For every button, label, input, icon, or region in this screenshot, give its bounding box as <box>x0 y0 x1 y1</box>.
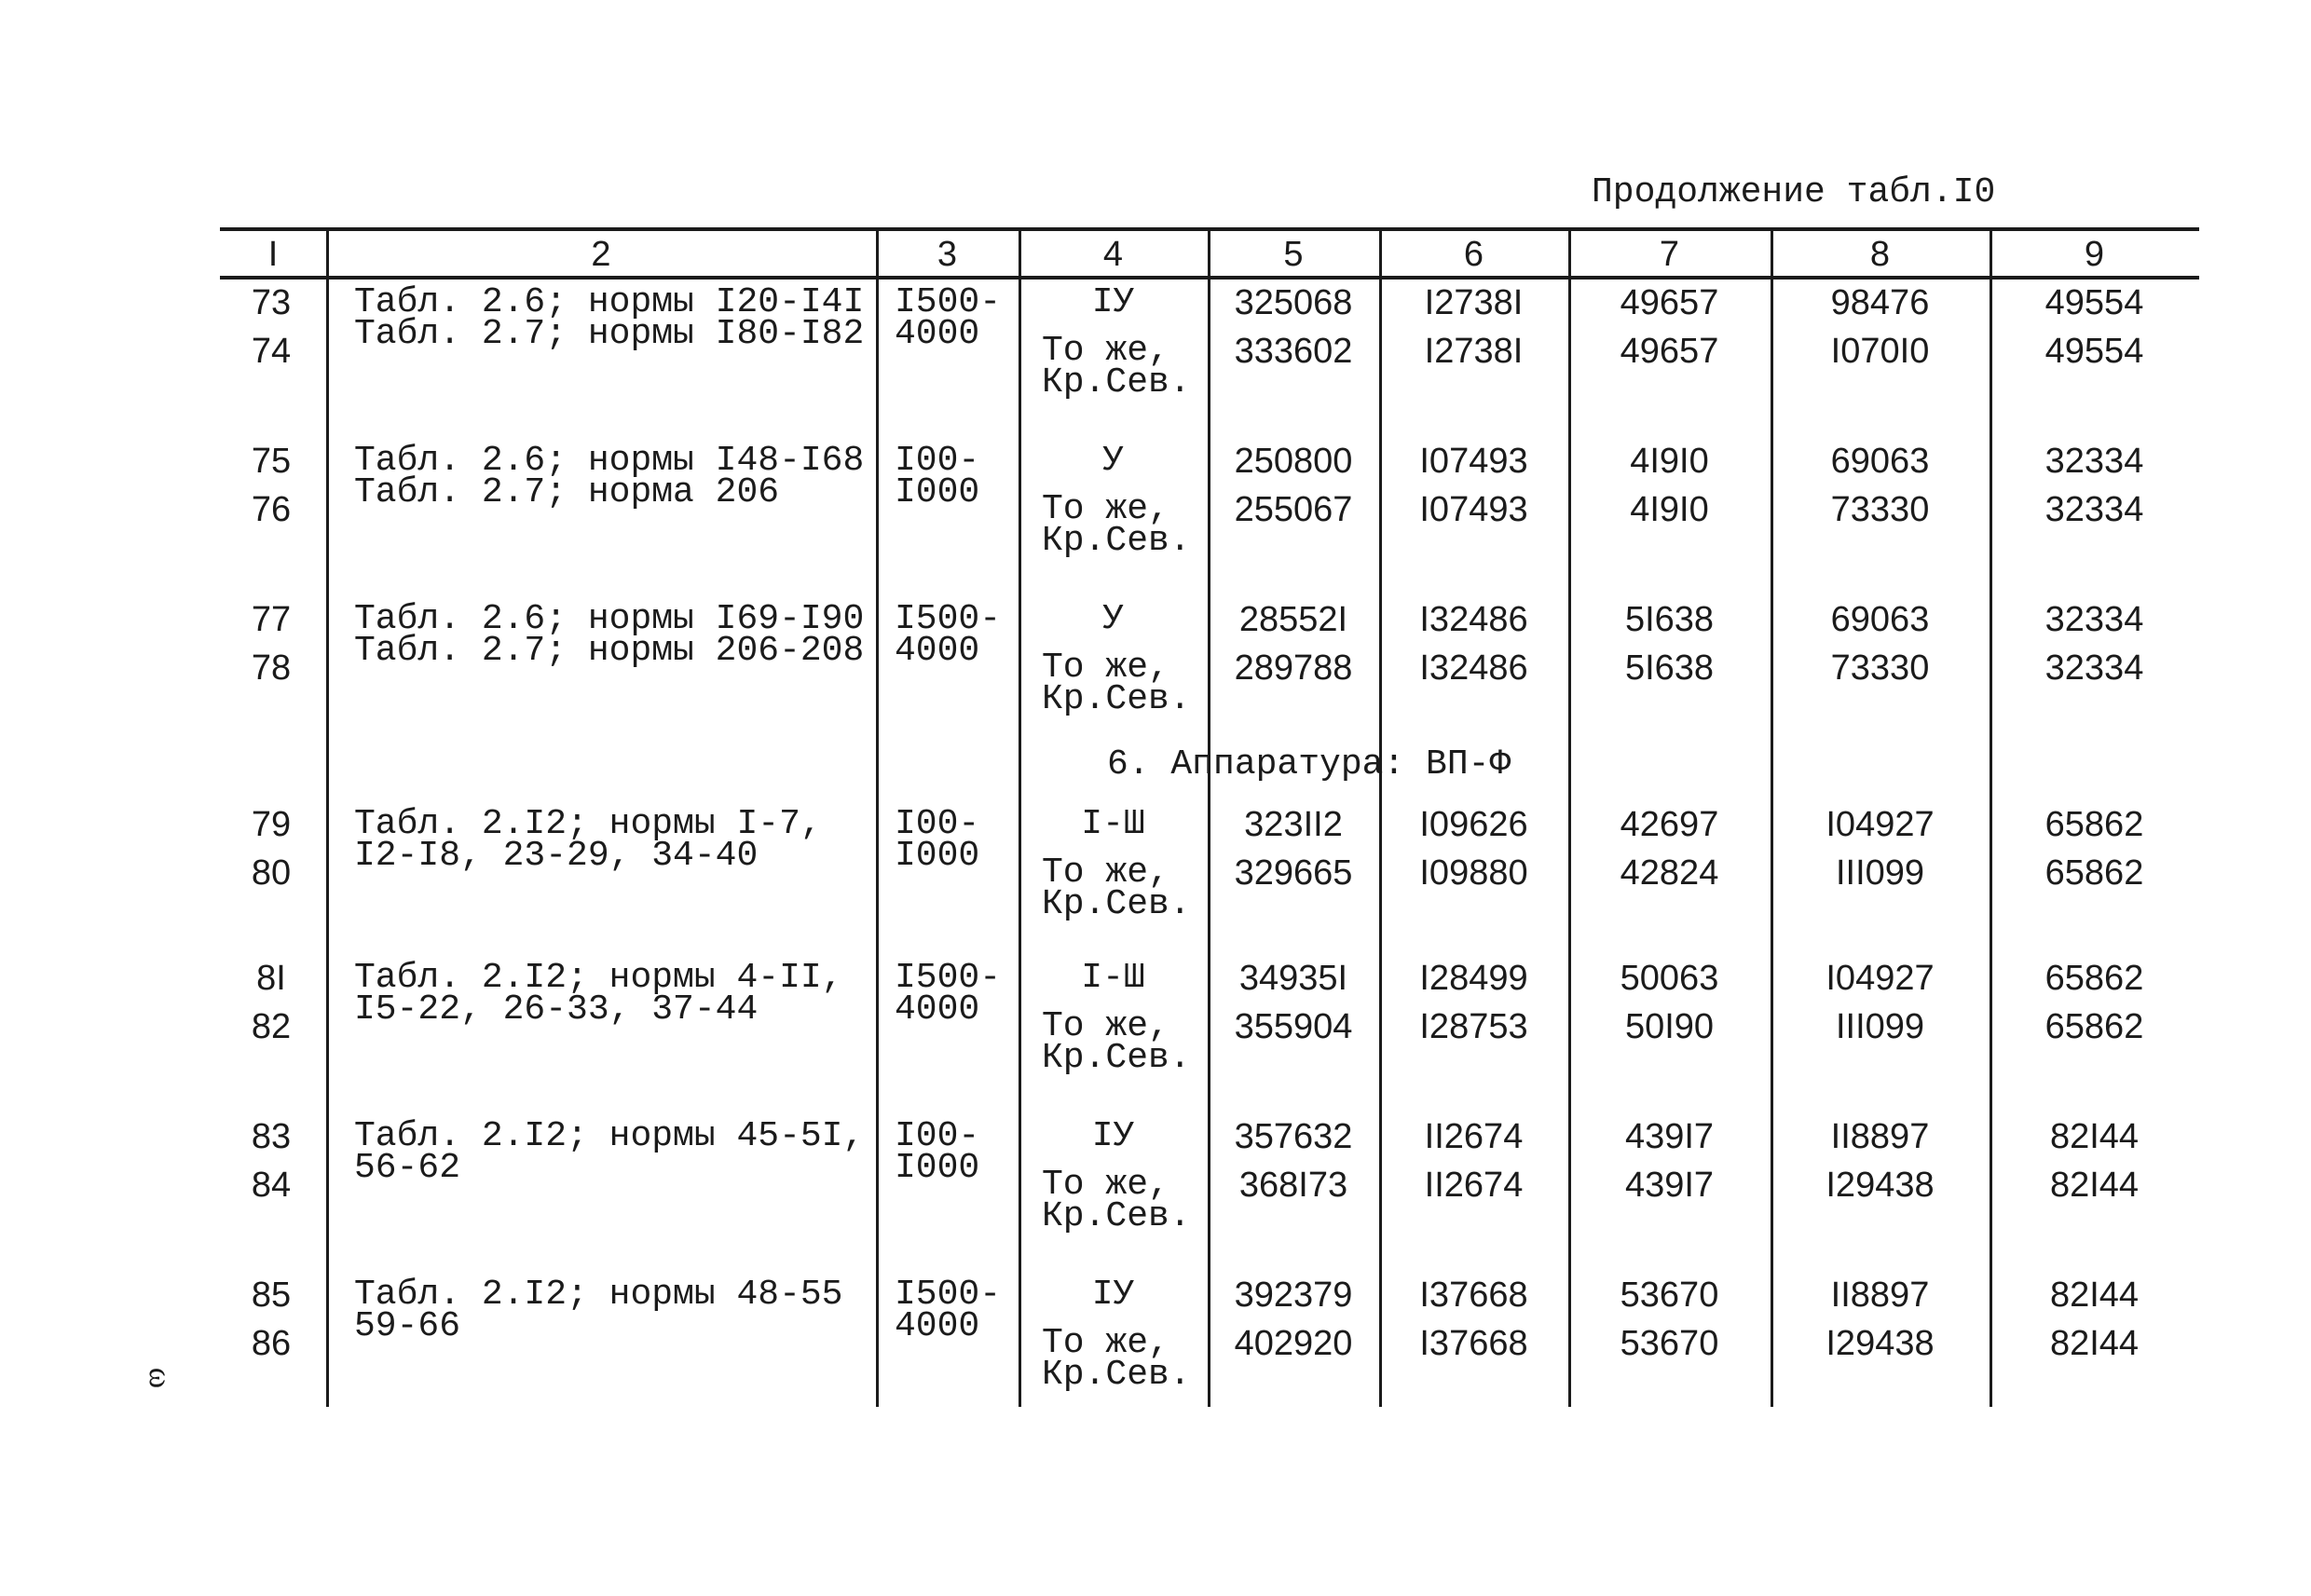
table-cell: 368I73 <box>1238 1166 1348 1205</box>
table-cell: 4I9I0 <box>1630 442 1709 481</box>
zone-value: То же, <box>1042 648 1169 688</box>
table-cell: 32334 <box>2044 600 2144 639</box>
table-cell: 323II2 <box>1244 805 1343 844</box>
table-cell: 49657 <box>1620 332 1719 371</box>
zone-value: У <box>1102 599 1124 639</box>
table-cell: 357632 <box>1234 1117 1353 1156</box>
row-number: 83 <box>251 1117 292 1156</box>
row-number: 73 <box>251 283 292 322</box>
table-cell: I29438 <box>1826 1324 1935 1363</box>
table-cell: 82I44 <box>2049 1117 2140 1156</box>
table-cell: 49554 <box>2044 283 2144 322</box>
column-header: 9 <box>2084 235 2105 274</box>
range-value: 4000 <box>895 1306 980 1346</box>
norm-reference: Табл. 2.6; нормы I69-I90 <box>354 599 865 639</box>
table-cell: I28753 <box>1419 1007 1528 1046</box>
column-divider <box>876 229 879 1407</box>
zone-value: IУ <box>1091 1116 1135 1156</box>
table-cell: 439I7 <box>1624 1117 1715 1156</box>
table-cell: 82I44 <box>2049 1324 2140 1363</box>
table-cell: III099 <box>1835 1007 1925 1046</box>
column-header: 3 <box>937 235 958 274</box>
norm-reference: Табл. 2.I2; нормы 4-II, <box>354 958 843 998</box>
zone-value: IУ <box>1091 1275 1135 1315</box>
range-value: I000 <box>895 836 980 876</box>
table-cell: II8897 <box>1830 1275 1930 1315</box>
zone-value: Кр.Сев. <box>1042 679 1191 719</box>
table-cell: 402920 <box>1234 1324 1353 1363</box>
row-number: 76 <box>251 490 292 529</box>
table-cell: 4I9I0 <box>1630 490 1709 529</box>
table-cell: I07493 <box>1419 442 1528 481</box>
row-number: 75 <box>251 442 292 481</box>
table-cell: 439I7 <box>1624 1166 1715 1205</box>
row-number: 80 <box>251 853 292 893</box>
table-cell: I09880 <box>1419 853 1528 893</box>
norm-reference: 56-62 <box>354 1148 461 1188</box>
table-cell: 53670 <box>1620 1275 1719 1315</box>
norm-reference: Табл. 2.7; нормы I80-I82 <box>354 314 865 354</box>
table-cell: 32334 <box>2044 490 2144 529</box>
table-cell: I07493 <box>1419 490 1528 529</box>
norm-reference: Табл. 2.I2; нормы 45-5I, <box>354 1116 865 1156</box>
table-cell: 32334 <box>2044 648 2144 688</box>
row-number: 85 <box>251 1275 292 1315</box>
row-number: 82 <box>251 1007 292 1046</box>
range-value: I500- <box>895 1275 1002 1315</box>
zone-value: Кр.Сев. <box>1042 521 1191 561</box>
table-cell: 82I44 <box>2049 1166 2140 1205</box>
table-cell: I28499 <box>1419 959 1528 998</box>
zone-value: Кр.Сев. <box>1042 362 1191 402</box>
table-cell: 73330 <box>1830 648 1930 688</box>
range-value: I00- <box>895 804 980 844</box>
row-number: 8I <box>256 959 286 998</box>
zone-value: Кр.Сев. <box>1042 1196 1191 1236</box>
table-cell: 250800 <box>1234 442 1353 481</box>
table-cell: I04927 <box>1826 805 1935 844</box>
section-title: 6. Аппаратура: ВП-Ф <box>1107 744 1511 784</box>
zone-value: Кр.Сев. <box>1042 884 1191 924</box>
norm-reference: Табл. 2.6; нормы I20-I4I <box>354 282 865 322</box>
table-cell: I04927 <box>1826 959 1935 998</box>
row-number: 79 <box>251 805 292 844</box>
table-cell: 50063 <box>1620 959 1719 998</box>
column-header: 2 <box>591 235 611 274</box>
table-cell: 32334 <box>2044 442 2144 481</box>
table-cell: 42824 <box>1620 853 1719 893</box>
column-header: 5 <box>1283 235 1304 274</box>
table-cell: 98476 <box>1830 283 1930 322</box>
row-number: 74 <box>251 332 292 371</box>
range-value: 4000 <box>895 989 980 1030</box>
range-value: I500- <box>895 599 1002 639</box>
norm-reference: Табл. 2.I2; нормы I-7, <box>354 804 822 844</box>
zone-value: То же, <box>1042 853 1169 893</box>
table-cell: I29438 <box>1826 1166 1935 1205</box>
range-value: 4000 <box>895 314 980 354</box>
norm-reference: I2-I8, 23-29, 34-40 <box>354 836 759 876</box>
table-cell: 65862 <box>2044 1007 2144 1046</box>
table-cell: 392379 <box>1234 1275 1353 1315</box>
row-number: 84 <box>251 1166 292 1205</box>
row-number: 86 <box>251 1324 292 1363</box>
range-value: I000 <box>895 472 980 512</box>
range-value: 4000 <box>895 631 980 671</box>
table-cell: I2738I <box>1424 283 1524 322</box>
norm-reference: Табл. 2.I2; нормы 48-55 <box>354 1275 843 1315</box>
table-cell: 69063 <box>1830 442 1930 481</box>
continuation-label: Продолжение табл.I0 <box>1592 172 1996 212</box>
table-cell: 34935I <box>1238 959 1348 998</box>
table-cell: 5I638 <box>1624 600 1715 639</box>
table-cell: I37668 <box>1419 1324 1528 1363</box>
page-mark: ω <box>143 1367 178 1389</box>
table-cell: 28552I <box>1238 600 1348 639</box>
zone-value: Кр.Сев. <box>1042 1355 1191 1395</box>
column-header: 8 <box>1869 235 1891 274</box>
zone-value: То же, <box>1042 1323 1169 1363</box>
zone-value: Кр.Сев. <box>1042 1038 1191 1078</box>
zone-value: У <box>1102 441 1124 481</box>
table-cell: I32486 <box>1419 648 1528 688</box>
column-header: 4 <box>1102 235 1124 274</box>
table-cell: 65862 <box>2044 853 2144 893</box>
norm-reference: 59-66 <box>354 1306 461 1346</box>
zone-value: I-Ш <box>1081 958 1145 998</box>
row-number: 78 <box>251 648 292 688</box>
table-cell: 49554 <box>2044 332 2144 371</box>
table-cell: 65862 <box>2044 959 2144 998</box>
range-value: I00- <box>895 441 980 481</box>
norm-reference: Табл. 2.7; нормы 206-208 <box>354 631 865 671</box>
table-cell: 255067 <box>1234 490 1353 529</box>
zone-value: I-Ш <box>1081 804 1145 844</box>
table-cell: 329665 <box>1234 853 1353 893</box>
table-cell: I37668 <box>1419 1275 1528 1315</box>
table-cell: 5I638 <box>1624 648 1715 688</box>
column-divider <box>326 229 329 1407</box>
range-value: I000 <box>895 1148 980 1188</box>
norm-reference: I5-22, 26-33, 37-44 <box>354 989 759 1030</box>
table-cell: II2674 <box>1424 1117 1524 1156</box>
table-cell: II8897 <box>1830 1117 1930 1156</box>
table-cell: I070I0 <box>1830 332 1930 371</box>
table-cell: 333602 <box>1234 332 1353 371</box>
zone-value: То же, <box>1042 1006 1169 1046</box>
table-cell: I2738I <box>1424 332 1524 371</box>
table-cell: 42697 <box>1620 805 1719 844</box>
column-header: I <box>267 235 279 274</box>
column-header: 6 <box>1463 235 1484 274</box>
table-cell: 69063 <box>1830 600 1930 639</box>
table-cell: II2674 <box>1424 1166 1524 1205</box>
table-cell: III099 <box>1835 853 1925 893</box>
zone-value: То же, <box>1042 1165 1169 1205</box>
zone-value: IУ <box>1091 282 1135 322</box>
table-cell: I32486 <box>1419 600 1528 639</box>
zone-value: То же, <box>1042 331 1169 371</box>
column-header: 7 <box>1659 235 1680 274</box>
table-cell: 50I90 <box>1624 1007 1715 1046</box>
table-cell: 65862 <box>2044 805 2144 844</box>
range-value: I500- <box>895 282 1002 322</box>
table-cell: 82I44 <box>2049 1275 2140 1315</box>
norm-reference: Табл. 2.6; нормы I48-I68 <box>354 441 865 481</box>
row-number: 77 <box>251 600 292 639</box>
table-cell: 355904 <box>1234 1007 1353 1046</box>
range-value: I500- <box>895 958 1002 998</box>
norm-reference: Табл. 2.7; норма 206 <box>354 472 780 512</box>
table-cell: 73330 <box>1830 490 1930 529</box>
table-cell: 53670 <box>1620 1324 1719 1363</box>
table-cell: I09626 <box>1419 805 1528 844</box>
zone-value: То же, <box>1042 489 1169 529</box>
table-cell: 49657 <box>1620 283 1719 322</box>
table-cell: 289788 <box>1234 648 1353 688</box>
range-value: I00- <box>895 1116 980 1156</box>
table-cell: 325068 <box>1234 283 1353 322</box>
